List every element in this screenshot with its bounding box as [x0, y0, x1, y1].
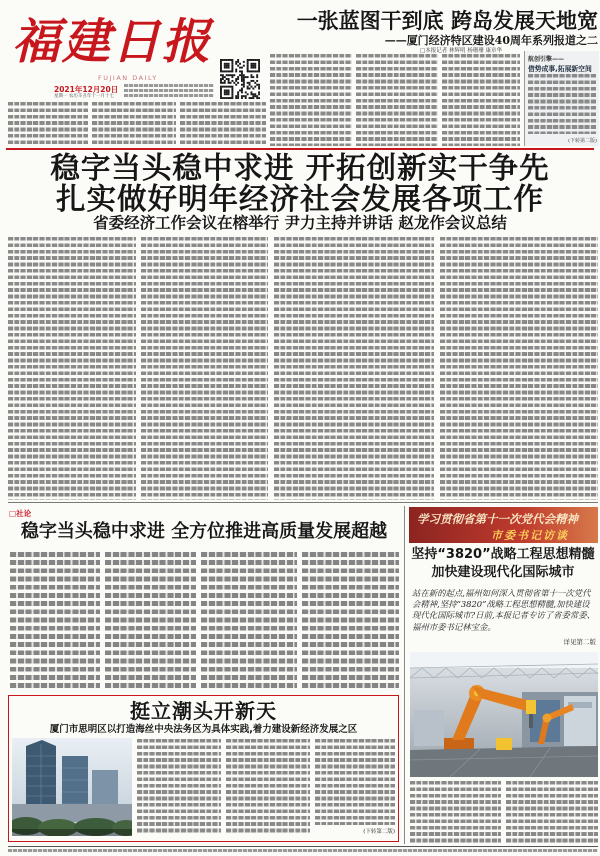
qr-module — [243, 65, 245, 67]
feature-box — [8, 695, 399, 842]
qr-module — [249, 97, 251, 99]
qr-module — [222, 82, 224, 84]
qr-module — [230, 86, 232, 88]
qr-module — [228, 89, 230, 91]
top-story-sidebar — [524, 51, 599, 146]
qr-module — [241, 67, 243, 69]
qr-module — [252, 59, 254, 61]
qr-module — [230, 97, 232, 99]
footer-text — [8, 849, 598, 853]
qr-module — [249, 59, 251, 61]
qr-module — [256, 80, 258, 82]
qr-module — [247, 70, 249, 72]
editorial-text-column — [302, 552, 399, 691]
qr-module — [226, 59, 228, 61]
top-story-text-column — [442, 54, 520, 146]
issue-weekday: 星期一 农历辛丑年十一月十七 — [54, 94, 114, 99]
column-divider — [404, 506, 405, 844]
qr-module — [241, 91, 243, 93]
qr-module — [226, 65, 228, 67]
qr-module — [258, 86, 260, 88]
qr-module — [231, 97, 233, 99]
qr-module — [256, 97, 258, 99]
lead-headline-line2: 扎实做好明年经济社会发展各项工作 — [55, 182, 544, 216]
qr-module — [258, 65, 260, 67]
qr-module — [231, 88, 233, 90]
factory-photo — [410, 652, 598, 777]
qr-module — [237, 95, 239, 97]
qr-module — [247, 69, 249, 71]
qr-module — [252, 80, 254, 82]
qr-module — [252, 93, 254, 95]
qr-module — [250, 67, 252, 69]
qr-module — [241, 72, 243, 74]
qr-module — [241, 88, 243, 90]
qr-module — [226, 86, 228, 88]
qr-module — [231, 86, 233, 88]
qr-module — [235, 97, 237, 99]
qr-module — [241, 78, 243, 80]
qr-module — [250, 65, 252, 67]
qr-module — [226, 91, 228, 93]
photo-caption-text — [410, 781, 501, 843]
lead-story-text-column — [141, 237, 268, 500]
qr-module — [220, 65, 222, 67]
qr-module — [252, 97, 254, 99]
qr-module — [250, 76, 252, 78]
qr-module — [247, 61, 249, 63]
qr-module — [243, 78, 245, 80]
qr-module — [235, 84, 237, 86]
qr-module — [256, 76, 258, 78]
qr-module — [224, 70, 226, 72]
qr-module — [231, 65, 233, 67]
qr-module — [247, 82, 249, 84]
qr-module — [230, 82, 232, 84]
qr-module — [233, 74, 235, 76]
qr-module — [252, 70, 254, 72]
sidebar-text — [528, 74, 596, 134]
qr-module — [249, 70, 251, 72]
qr-module — [220, 74, 222, 76]
qr-module — [224, 65, 226, 67]
qr-module — [250, 59, 252, 61]
qr-module — [220, 63, 222, 65]
publication-info-text — [124, 84, 214, 98]
qr-module — [247, 67, 249, 69]
top-story-byline: □本报记者 林辉明 杨珊珊 康章华 — [420, 48, 502, 54]
qr-module — [258, 97, 260, 99]
qr-module — [231, 69, 233, 71]
qr-module — [228, 59, 230, 61]
qr-module — [243, 61, 245, 63]
qr-module — [237, 59, 239, 61]
feature-continued-note: (下转第二版) — [363, 829, 395, 835]
qr-module — [228, 70, 230, 72]
qr-module — [220, 95, 222, 97]
qr-module — [224, 80, 226, 82]
qr-module — [241, 70, 243, 72]
qr-module — [252, 95, 254, 97]
qr-module — [224, 93, 226, 95]
qr-code — [220, 59, 260, 99]
qr-module — [224, 86, 226, 88]
qr-module — [250, 70, 252, 72]
qr-module — [241, 84, 243, 86]
qr-module — [231, 74, 233, 76]
qr-module — [237, 91, 239, 93]
qr-module — [258, 88, 260, 90]
qr-module — [250, 93, 252, 95]
qr-module — [247, 76, 249, 78]
qr-module — [224, 89, 226, 91]
qr-module — [254, 65, 256, 67]
qr-module — [237, 93, 239, 95]
qr-module — [239, 70, 241, 72]
interview-headline-line1: 坚持“3820”战略工程思想精髓 — [411, 547, 595, 562]
qr-module — [230, 59, 232, 61]
lead-subheadline: 省委经济工作会议在榕举行 尹力主持并讲话 赵龙作会议总结 — [93, 214, 507, 232]
photo-caption-text — [506, 781, 598, 843]
qr-module — [220, 91, 222, 93]
qr-module — [231, 63, 233, 65]
qr-module — [226, 67, 228, 69]
continued-note: (下转第二版) — [568, 138, 597, 144]
qr-module — [254, 82, 256, 84]
qr-module — [231, 76, 233, 78]
qr-module — [235, 95, 237, 97]
qr-module — [243, 95, 245, 97]
qr-module — [226, 78, 228, 80]
qr-module — [222, 74, 224, 76]
qr-module — [258, 93, 260, 95]
qr-module — [243, 76, 245, 78]
qr-module — [220, 67, 222, 69]
sidebar-kicker: 航创引擎—— — [528, 56, 565, 63]
qr-module — [235, 69, 237, 71]
issue-date: 2021年12月20日 — [54, 85, 119, 94]
qr-module — [247, 63, 249, 65]
qr-module — [222, 76, 224, 78]
top-story-text-column — [8, 102, 88, 146]
qr-module — [222, 86, 224, 88]
qr-module — [258, 69, 260, 71]
qr-module — [250, 63, 252, 65]
qr-module — [247, 65, 249, 67]
qr-module — [220, 88, 222, 90]
qr-module — [239, 63, 241, 65]
qr-module — [247, 86, 249, 88]
qr-module — [254, 63, 256, 65]
editorial-text-column — [10, 552, 100, 691]
qr-module — [254, 93, 256, 95]
qr-module — [228, 74, 230, 76]
qr-module — [239, 74, 241, 76]
feature-headline: 挺立潮头开新天 — [130, 699, 277, 723]
qr-module — [249, 82, 251, 84]
qr-module — [258, 70, 260, 72]
qr-module — [231, 80, 233, 82]
top-story-subtitle: ——厦门经济特区建设40周年系列报道之二 — [384, 34, 598, 47]
see-more-note: 详见第二版 — [563, 638, 596, 646]
qr-module — [222, 97, 224, 99]
qr-module — [224, 82, 226, 84]
qr-module — [224, 97, 226, 99]
qr-module — [247, 59, 249, 61]
qr-module — [241, 80, 243, 82]
qr-module — [250, 86, 252, 88]
qr-module — [241, 97, 243, 99]
qr-module — [231, 67, 233, 69]
qr-module — [220, 82, 222, 84]
qr-module — [258, 59, 260, 61]
qr-module — [243, 74, 245, 76]
qr-module — [231, 91, 233, 93]
footer-divider — [8, 846, 598, 847]
qr-module — [237, 65, 239, 67]
qr-module — [220, 86, 222, 88]
qr-module — [231, 89, 233, 91]
qr-module — [243, 86, 245, 88]
banner-line2: 市委书记访谈 — [491, 529, 569, 542]
qr-module — [249, 84, 251, 86]
qr-module — [230, 70, 232, 72]
qr-module — [252, 88, 254, 90]
qr-module — [226, 97, 228, 99]
qr-module — [254, 67, 256, 69]
qr-module — [256, 59, 258, 61]
interview-banner — [409, 507, 598, 543]
qr-module — [239, 67, 241, 69]
qr-module — [250, 80, 252, 82]
qr-module — [231, 95, 233, 97]
interview-intro: 站在新的起点,福州如何深入贯彻省第十一次党代会精神,坚持“3820”战略工程思想精髓,加快建设现代化国际城市?日前,本报记者专访了省委常委、福州市委书记林宝金。 — [412, 588, 596, 632]
qr-module — [228, 65, 230, 67]
qr-module — [224, 67, 226, 69]
qr-module — [241, 76, 243, 78]
qr-module — [228, 82, 230, 84]
qr-module — [226, 93, 228, 95]
qr-module — [226, 70, 228, 72]
qr-module — [237, 78, 239, 80]
qr-module — [231, 70, 233, 72]
qr-module — [222, 70, 224, 72]
feature-subtitle: 厦门市思明区以打造海丝中央法务区为具体实践,着力建设新经济发展之区 — [49, 724, 358, 735]
qr-module — [235, 61, 237, 63]
masthead-title-en: FUJIAN DAILY — [98, 74, 158, 82]
section-divider — [8, 502, 598, 503]
qr-module — [220, 93, 222, 95]
feature-text-column — [226, 739, 310, 833]
qr-module — [245, 97, 247, 99]
editorial-headline: 稳字当头稳中求进 全方位推进高质量发展超越 — [20, 521, 388, 542]
top-story-text-column — [92, 102, 176, 146]
sidebar-title: 借势成事,拓展新空间 — [528, 65, 592, 73]
qr-module — [230, 74, 232, 76]
editorial-text-column — [201, 552, 297, 691]
editorial-text-column — [105, 552, 196, 691]
qr-module — [231, 61, 233, 63]
qr-module — [256, 84, 258, 86]
masthead-title: 福建日报 — [12, 14, 213, 70]
qr-module — [224, 59, 226, 61]
qr-module — [252, 67, 254, 69]
lead-story-text-column — [8, 237, 136, 500]
qr-module — [243, 84, 245, 86]
qr-module — [254, 70, 256, 72]
qr-module — [252, 63, 254, 65]
qr-module — [220, 89, 222, 91]
qr-module — [258, 91, 260, 93]
qr-module — [243, 82, 245, 84]
editorial-label: □社论 — [9, 509, 32, 518]
lead-headline-line1: 稳字当头稳中求进 开拓创新实干争先 — [50, 151, 550, 185]
skyline-photo — [12, 738, 132, 836]
qr-module — [237, 97, 239, 99]
qr-module — [220, 70, 222, 72]
qr-module — [220, 69, 222, 71]
banner-line1: 学习贯彻省第十一次党代会精神 — [417, 512, 578, 526]
qr-module — [237, 61, 239, 63]
top-story-text-column — [356, 54, 438, 146]
qr-module — [254, 95, 256, 97]
qr-module — [237, 76, 239, 78]
qr-module — [224, 63, 226, 65]
qr-module — [231, 59, 233, 61]
qr-module — [243, 80, 245, 82]
qr-module — [220, 61, 222, 63]
feature-text-column — [315, 739, 395, 825]
qr-module — [228, 80, 230, 82]
qr-module — [220, 78, 222, 80]
qr-module — [254, 59, 256, 61]
qr-module — [247, 93, 249, 95]
qr-module — [256, 95, 258, 97]
lead-story-text-column — [440, 237, 598, 500]
qr-module — [220, 97, 222, 99]
qr-module — [228, 97, 230, 99]
qr-module — [226, 89, 228, 91]
qr-module — [237, 82, 239, 84]
qr-module — [245, 95, 247, 97]
qr-module — [226, 63, 228, 65]
section-divider-red — [6, 148, 594, 150]
qr-module — [258, 61, 260, 63]
qr-module — [241, 89, 243, 91]
qr-module — [220, 59, 222, 61]
top-story-text-column — [180, 102, 266, 146]
qr-module — [252, 65, 254, 67]
qr-module — [256, 74, 258, 76]
qr-module — [235, 70, 237, 72]
interview-headline-line2: 加快建设现代化国际城市 — [431, 565, 575, 580]
qr-module — [258, 63, 260, 65]
qr-module — [235, 80, 237, 82]
qr-module — [222, 59, 224, 61]
qr-module — [231, 93, 233, 95]
qr-module — [224, 91, 226, 93]
qr-module — [245, 91, 247, 93]
qr-module — [224, 76, 226, 78]
qr-module — [233, 82, 235, 84]
qr-module — [256, 70, 258, 72]
qr-module — [258, 84, 260, 86]
qr-module — [241, 74, 243, 76]
qr-module — [228, 86, 230, 88]
qr-module — [226, 74, 228, 76]
qr-module — [258, 67, 260, 69]
qr-module — [250, 97, 252, 99]
qr-module — [228, 93, 230, 95]
top-story-text-column — [270, 54, 352, 146]
qr-module — [252, 76, 254, 78]
masthead — [0, 0, 268, 100]
qr-module — [239, 89, 241, 91]
qr-module — [220, 80, 222, 82]
qr-module — [250, 74, 252, 76]
top-story-headline: 一张蓝图干到底 跨岛发展天地宽 — [296, 9, 598, 33]
qr-module — [228, 67, 230, 69]
qr-module — [250, 91, 252, 93]
qr-module — [228, 63, 230, 65]
qr-module — [235, 78, 237, 80]
qr-module — [222, 78, 224, 80]
qr-module — [249, 88, 251, 90]
qr-module — [254, 86, 256, 88]
qr-module — [247, 88, 249, 90]
qr-module — [228, 91, 230, 93]
qr-module — [245, 76, 247, 78]
qr-module — [241, 95, 243, 97]
lead-story-text-column — [274, 237, 434, 500]
qr-module — [235, 63, 237, 65]
feature-text-column — [137, 739, 221, 833]
qr-module — [228, 78, 230, 80]
